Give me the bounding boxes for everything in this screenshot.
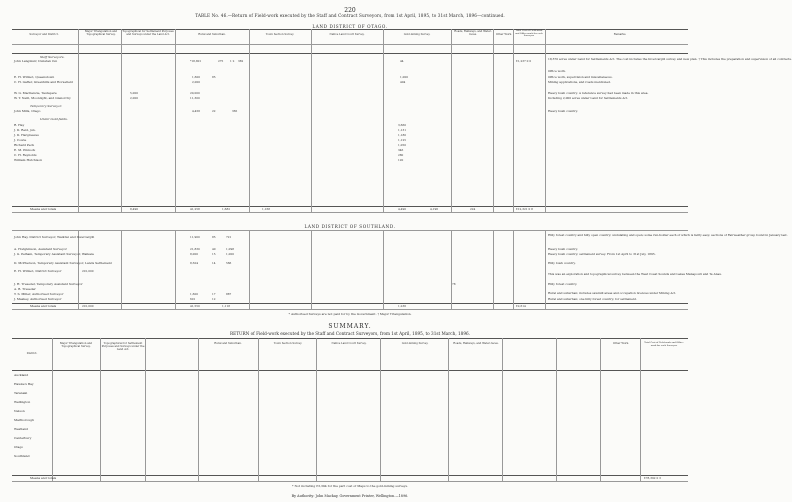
otago-row-value: 20,000: [190, 91, 200, 95]
southland-row-value: 566: [226, 261, 232, 265]
otago-row-name: J. D. Reid, jun.: [14, 128, 36, 132]
otago-totals-label: Means and totals: [30, 207, 57, 211]
summary-col-town: Town Section Survey.: [273, 342, 303, 345]
summary-title: SUMMARY.: [328, 323, 372, 330]
southland-totals-value: 1,118: [222, 304, 231, 308]
otago-row-value: 2,000: [130, 96, 139, 100]
otago-totals-value: 4,196: [430, 207, 439, 211]
southland-row-value: 1,000: [226, 252, 235, 256]
southland-row-remark: Rural and suburban; includes sawmill areas and occupation licences under Mining Act.: [548, 291, 677, 295]
southland-row-name: John Hay, District Surveyor, Waikiwi and Invercargill: [14, 235, 95, 239]
otago-row-name: C. H. Reynolds: [14, 153, 37, 157]
otago-row-value: 11,300: [190, 96, 200, 100]
otago-row-value: 404: [400, 80, 406, 84]
summary-col-gold: Gold-mining Survey.: [401, 342, 429, 345]
southland-row-name: J. H. Treseder, Temporary Assistant Surveyor: [14, 282, 83, 286]
otago-row-value: 1 2: [230, 59, 235, 63]
otago-totals-value: 41,258: [190, 207, 200, 211]
otago-row-name: J. Cowie: [14, 138, 27, 142]
summary-district: Taranaki: [14, 391, 28, 395]
otago-col-total-cost: Total Cost of Field-work and Office-work for each Surveyor.: [515, 29, 543, 38]
otago-row-name: C. H. Gaffer, Greenhills and Horsefield: [14, 80, 73, 84]
otago-col-major-triangulation: Major Triangulation and Topographical Survey.: [84, 30, 118, 36]
otago-row-remark: Including 2,000 acres under Land for Settlements Act.: [548, 96, 629, 100]
otago-totals-value: 4,490: [398, 207, 407, 211]
southland-row-value: 601: [190, 297, 196, 301]
southland-row-value: 721: [226, 235, 232, 239]
otago-row-value: 1,600: [192, 75, 201, 79]
otago-row-name: John Langmuir, Dunstan run: [14, 59, 58, 63]
southland-row-value: 14: [212, 261, 216, 265]
otago-totals-value: 1,682: [222, 207, 231, 211]
southland-row-value: 201,000: [82, 269, 94, 273]
southland-totals-label: Means and totals: [30, 304, 57, 308]
otago-row-name: E. M. Pinnock: [14, 148, 36, 152]
summary-district: Auckland: [14, 373, 29, 377]
otago-row-value: 5,000: [130, 91, 139, 95]
otago-col-surveyor: Surveyor and District.: [29, 33, 59, 36]
otago-totals-value: 224: [470, 207, 476, 211]
otago-totals-value: 8,490: [130, 207, 139, 211]
southland-totals-value: 201,000: [82, 304, 94, 308]
otago-row-remark: Heavy bush country.: [548, 109, 578, 113]
otago-row-value: 22: [212, 109, 216, 113]
southland-row-name: A. Hodgkinson, Assistant Surveyor: [14, 247, 67, 251]
table-title: TABLE No. 46.—Return of Field-work executed by the Staff and Contract Surveyors, from 1st April, 1895, to 31st March, 1896—continued.: [195, 13, 505, 18]
southland-district-heading: LAND DISTRICT OF SOUTHLAND.: [304, 224, 396, 229]
summary-col-native: Native Land Court Survey.: [331, 342, 367, 345]
otago-row-value: 2,000: [192, 80, 201, 84]
otago-temp-label: Temporary Surveyor.: [30, 104, 62, 108]
otago-row-value: 1,131: [398, 128, 407, 132]
otago-row-value: 120: [398, 158, 404, 162]
southland-row-value: 15: [212, 252, 216, 256]
southland-totals-value: 1,236: [398, 304, 407, 308]
otago-totals-value: 1,168: [262, 207, 271, 211]
otago-row-remark: Office work.: [548, 69, 566, 73]
southland-row-value: 78: [452, 282, 456, 286]
otago-totals-value: £12,321 0 8: [516, 207, 533, 211]
southland-row-name: J. G. Pelham, Temporary Assistant Surveyor, Waikaia: [14, 252, 94, 256]
otago-row-remark: Mining applications, and roads mentioned.: [548, 80, 611, 84]
southland-row-value: 11,900: [190, 235, 200, 239]
otago-col-roads: Roads, Railways, and Water-races.: [454, 30, 492, 36]
southland-row-value: 12: [212, 297, 216, 301]
otago-col-topographical: Topographical for Settlement Purposes and Surveys under the Land Act.: [122, 30, 174, 36]
summary-district: Canterbury: [14, 436, 32, 440]
southland-row-value: 21,830: [190, 247, 200, 251]
summary-district: Hawke's Bay: [14, 382, 34, 386]
southland-row-remark: Heavy bush country; settlement survey. From 1st April to 31st July, 1895.: [548, 252, 656, 256]
otago-row-value: £1,237 0 0: [516, 59, 532, 63]
page-number: 220: [344, 7, 356, 14]
southland-totals-value: £2,614: [516, 304, 526, 308]
otago-row-value: *18,801: [190, 59, 202, 63]
otago-row-remark: Office work, supervision and miscellaneous.: [548, 75, 613, 79]
southland-row-value: 85: [212, 235, 216, 239]
otago-section-staff: Staff Surveyors.: [40, 55, 65, 59]
summary-district: Marlborough: [14, 418, 35, 422]
otago-row-value: 346: [398, 148, 404, 152]
otago-row-value: 4,456: [192, 109, 201, 113]
otago-row-remark: Heavy bush country. A reference survey had been made in this area.: [548, 91, 649, 95]
southland-row-name: E. H. Wilmot, District Surveyor: [14, 269, 62, 273]
summary-col-topographical: Topographical for Settlement Purposes and Surveys under the Land Act.: [101, 342, 145, 351]
southland-row-remark: Heavy bush country.: [548, 247, 578, 251]
summary-col-major: Major Triangulation and Topographical Survey.: [59, 342, 93, 348]
southland-row-name: A. B. Treseder: [14, 287, 36, 291]
otago-row-name: W. G. MacKenzie, Tautapere: [14, 91, 57, 95]
summary-district: Otago: [14, 445, 24, 449]
summary-col-total: Total Cost of Field-work and Office-work for each Surveyor.: [644, 341, 684, 347]
summary-district: Wellington: [14, 400, 31, 404]
otago-row-value: 382: [238, 59, 244, 63]
southland-totals-value: 41,550: [190, 304, 200, 308]
otago-row-value: 275: [218, 59, 224, 63]
southland-row-name: T. S. Miller, Authorised Surveyor: [14, 292, 64, 296]
southland-row-remark: Hilly bush country.: [548, 261, 576, 265]
otago-row-name: William Hutchison: [14, 158, 43, 162]
printer-authority: By Authority: John Mackay, Government Printer, Wellington.—1896.: [291, 494, 409, 498]
otago-row-remark: 18,570 acres under Land for Settlements Act. The cost includes the Invercargill survey and new plan. † This includes the preparation and supervision of all contracts.: [548, 57, 792, 61]
southland-row-remark: This was an exploration and topographical survey between the West Coast Sounds and Lakes Manapouri and Te Anau.: [548, 272, 722, 276]
southland-row-name: D. McPherson, Temporary Assistant Surveyor, Lands Settlement: [14, 261, 112, 265]
otago-row-value: 85: [212, 75, 216, 79]
otago-row-value: 3,660: [398, 123, 407, 127]
otago-col-remarks: Remarks.: [613, 33, 627, 36]
summary-district: Southland: [14, 454, 30, 458]
otago-row-name: Richard Peck: [14, 143, 35, 147]
otago-col-rural-suburban: Rural and Suburban.: [198, 33, 226, 36]
summary-subtitle: RETURN of Field-work executed by the Staff and Contract Surveyors, from 1st April, 1895, to 31st March, 1896.: [229, 331, 471, 336]
southland-row-remark: Hilly forest country and hilly open country; undulating and open; some run-holder each of which is fairly easy; sections of Fairweather group found in January last.: [548, 233, 788, 237]
otago-row-name: W. T. Neill, Moonlight, and Glenorchy: [14, 96, 71, 100]
southland-row-value: 887: [226, 292, 232, 296]
summary-col-roads: Roads, Railways, and Water-races.: [453, 342, 499, 345]
summary-district: Nelson: [14, 409, 25, 413]
summary-col-rural: Rural and Suburban.: [214, 342, 242, 345]
otago-row-name: John Mills, Otago: [14, 109, 41, 113]
southland-row-name: J. Maskey, Authorised Surveyor: [14, 297, 62, 301]
southland-row-value: 17: [212, 292, 216, 296]
summary-grand-total: £78,392 0 3: [644, 476, 661, 480]
summary-footnote: * Not including £3,394 for the part cost of Maps to the gold-mining surveys.: [292, 484, 408, 488]
southland-row-value: 1,600: [190, 292, 199, 296]
southland-row-value: 1,098: [226, 247, 235, 251]
southland-footnote: * Authorised Surveys are not paid for by the Government. † Major Triangulation.: [288, 312, 412, 316]
otago-row-name: J. D. Hargreaves: [14, 133, 39, 137]
otago-col-native-land: Native Land Court Survey.: [329, 33, 365, 36]
otago-row-value: 44: [400, 59, 404, 63]
otago-district-heading: LAND DISTRICT OF OTAGO.: [312, 24, 388, 29]
otago-row-name: R. Hay: [14, 123, 25, 127]
otago-col-other: Other Work.: [495, 33, 513, 36]
summary-col-district: District.: [26, 352, 38, 355]
otago-col-town-section: Town Section Survey.: [265, 33, 295, 36]
otago-row-value: 1,000: [400, 75, 409, 79]
otago-row-value: 280: [398, 153, 404, 157]
southland-row-value: 40: [212, 247, 216, 251]
southland-row-remark: Rural and suburban; one hilly forest country; for settlement.: [548, 297, 637, 301]
otago-row-value: 1,050: [398, 143, 407, 147]
summary-col-other: Other Work.: [612, 342, 630, 345]
otago-col-gold-mining: Gold-mining Survey.: [403, 33, 431, 36]
summary-totals-label: Means and totals: [30, 476, 57, 480]
otago-row-value: 1,180: [398, 133, 407, 137]
summary-district: Westland: [14, 427, 28, 431]
otago-row-name: E. H. Wilmot, Queenstown: [14, 75, 55, 79]
southland-row-remark: Hilly forest country.: [548, 282, 578, 286]
southland-row-value: 8,000: [190, 252, 199, 256]
otago-row-value: 365: [232, 109, 238, 113]
otago-section-goldfields: Under Gold-fields.: [40, 117, 68, 121]
southland-row-value: 8,504: [190, 261, 199, 265]
otago-row-value: 1,125: [398, 138, 407, 142]
